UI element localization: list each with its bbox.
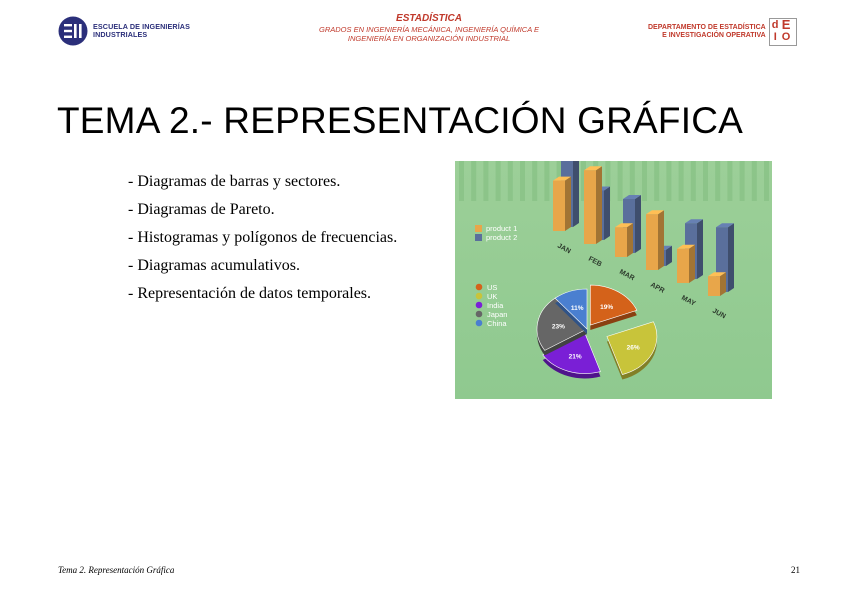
background-stripe	[666, 161, 671, 201]
background-stripe	[752, 161, 757, 201]
course-header	[300, 13, 558, 43]
background-stripe	[727, 161, 732, 201]
dept-name-line1: DEPARTAMENTO DE ESTADÍSTICA	[648, 24, 766, 31]
bar-front	[646, 214, 658, 270]
background-stripe	[642, 161, 647, 201]
month-label-may: MAY	[680, 294, 697, 308]
bar-product1-jun	[708, 272, 726, 296]
background-stripe	[703, 161, 708, 201]
department-logo	[648, 18, 797, 46]
month-label-jan: JAN	[556, 242, 572, 256]
month-label-feb: FEB	[587, 255, 603, 269]
pie-legend-label-us: US	[487, 283, 498, 292]
background-stripe	[618, 161, 623, 201]
bar-side	[573, 161, 579, 227]
bar-side	[689, 245, 695, 283]
month-label-jun: JUN	[711, 307, 727, 321]
bar-product1-may	[677, 245, 695, 283]
pie-legend-label-uk: UK	[487, 292, 498, 301]
legend-swatch-product1	[475, 225, 482, 232]
deio-logo-icon: d E I O	[769, 18, 797, 46]
background-stripe	[459, 161, 464, 201]
bar-side	[596, 166, 602, 244]
background-stripe	[471, 161, 476, 201]
topic-list	[128, 172, 397, 312]
pie-legend-label-japan: Japan	[487, 310, 508, 319]
bar-side	[627, 223, 633, 257]
page-title: TEMA 2.- REPRESENTACIÓN GRÁFICA	[57, 100, 744, 141]
course-title: ESTADÍSTICA	[396, 13, 462, 24]
bar-front	[553, 181, 565, 231]
bar-side	[604, 187, 610, 241]
bar-product1-jan	[553, 177, 571, 231]
topic-item-bar-pie: - Diagramas de barras y sectores.	[128, 173, 341, 190]
bar-side	[720, 272, 726, 296]
pie-legend-swatch-china	[476, 320, 483, 327]
pie-legend-swatch-uk	[476, 293, 483, 300]
pie-label-japan: 23%	[551, 323, 565, 331]
background-stripe	[544, 161, 549, 201]
background-stripe	[679, 161, 684, 201]
pie-legend-label-china: China	[487, 319, 507, 328]
bar-side	[728, 223, 734, 292]
background-stripe	[764, 161, 769, 201]
background-stripe	[715, 161, 720, 201]
bar-front	[584, 170, 596, 244]
background-stripe	[508, 161, 513, 201]
pie-label-india: 21%	[568, 353, 582, 361]
bar-side	[658, 210, 664, 270]
bar-side	[697, 219, 703, 279]
footer-topic: Tema 2. Representación Gráfica	[58, 565, 175, 575]
legend-label-product1: product 1	[486, 224, 518, 233]
background-stripe	[483, 161, 488, 201]
bar-product1-feb	[584, 166, 602, 244]
chart-illustration	[455, 161, 772, 399]
pie-legend-label-india: India	[487, 301, 504, 310]
bar-side	[635, 195, 641, 253]
eii-logo-icon	[58, 16, 88, 46]
school-logo	[58, 16, 190, 46]
background-stripe	[740, 161, 745, 201]
background-stripe	[532, 161, 537, 201]
dept-name-line2: E INVESTIGACIÓN OPERATIVA	[662, 32, 766, 39]
topic-item-time-series: - Representación de datos temporales.	[128, 285, 372, 302]
month-label-apr: APR	[649, 281, 666, 295]
bar-product1-apr	[646, 210, 664, 270]
bar-front	[615, 227, 627, 257]
topic-item-pareto: - Diagramas de Pareto.	[128, 201, 275, 218]
background-stripe	[496, 161, 501, 201]
bar-product1-mar	[615, 223, 633, 257]
page-number: 21	[791, 565, 800, 575]
course-degrees-line2: INGENIERÍA EN ORGANIZACIÓN INDUSTRIAL	[347, 34, 511, 43]
legend-label-product2: product 2	[486, 233, 518, 242]
topic-item-histograms: - Histogramas y polígonos de frecuencias.	[128, 229, 398, 246]
school-name-line2: INDUSTRIALES	[93, 30, 148, 39]
bar-front	[708, 276, 720, 296]
pie-label-uk: 26%	[626, 344, 640, 352]
school-name-line1: ESCUELA DE INGENIERÍAS	[93, 22, 190, 31]
background-stripe	[654, 161, 659, 201]
pie-legend-swatch-india	[476, 302, 483, 309]
pie-label-china: 11%	[570, 305, 584, 313]
legend-swatch-product2	[475, 234, 482, 241]
bar-side	[565, 177, 571, 231]
topic-item-cumulative: - Diagramas acumulativos.	[128, 257, 300, 274]
pie-legend-swatch-us	[476, 284, 483, 291]
pie-legend-swatch-japan	[476, 311, 483, 318]
background-stripe	[520, 161, 525, 201]
background-stripe	[691, 161, 696, 201]
course-degrees-line1: GRADOS EN INGENIERÍA MECÁNICA, INGENIERÍA QUÍMICA E	[318, 25, 540, 34]
pie-label-us: 19%	[600, 303, 614, 311]
bar-front	[677, 249, 689, 283]
month-label-mar: MAR	[618, 268, 636, 283]
